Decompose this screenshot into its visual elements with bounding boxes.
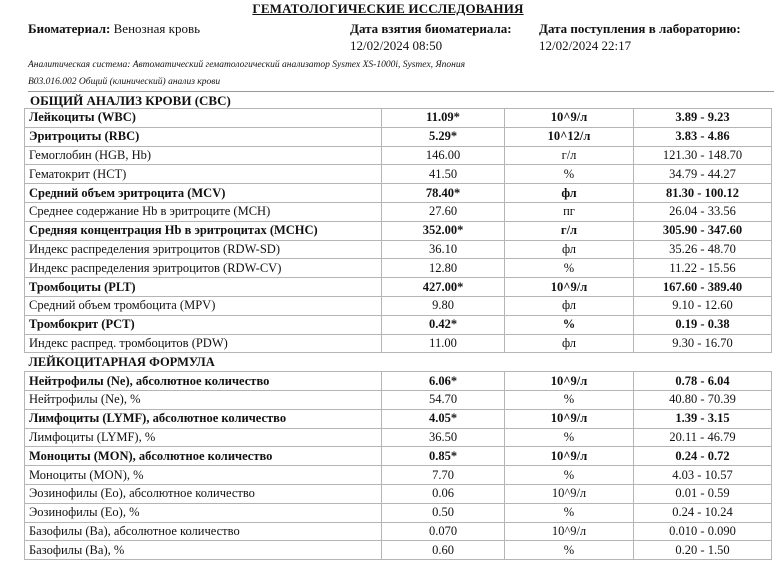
test-value: 0.070	[382, 522, 505, 541]
test-unit: 10^9/л	[505, 447, 634, 466]
collection-date-label: Дата взятия биоматериала:	[350, 21, 512, 36]
biomaterial-label: Биоматериал:	[28, 21, 111, 36]
received-date-value: 12/02/2024 22:17	[539, 38, 632, 53]
test-name: Эозинофилы (Eo), %	[25, 503, 382, 522]
collection-date-value: 12/02/2024 08:50	[350, 38, 443, 53]
cbc-table-body	[25, 109, 772, 353]
table-row	[25, 409, 772, 428]
test-name: Средняя концентрация Hb в эритроцитах (MCHC)	[25, 221, 382, 240]
table-row	[25, 240, 772, 259]
test-name: Эритроциты (RBC)	[25, 127, 382, 146]
test-name: Моноциты (MON), абсолютное количество	[25, 447, 382, 466]
test-unit: %	[505, 259, 634, 278]
test-unit: фл	[505, 296, 634, 315]
test-unit: 10^12/л	[505, 127, 634, 146]
test-value: 0.42*	[382, 315, 505, 334]
test-unit: %	[505, 428, 634, 447]
test-name: Моноциты (MON), %	[25, 466, 382, 485]
reference-range: 11.22 - 15.56	[634, 259, 772, 278]
reference-range: 81.30 - 100.12	[634, 184, 772, 203]
reference-range: 0.78 - 6.04	[634, 372, 772, 391]
test-value: 5.29*	[382, 127, 505, 146]
test-name: Лимфоциты (LYMF), %	[25, 428, 382, 447]
test-name: Гематокрит (HCT)	[25, 165, 382, 184]
test-name: Базофилы (Ba), %	[25, 541, 382, 560]
reference-range: 35.26 - 48.70	[634, 240, 772, 259]
reference-range: 0.01 - 0.59	[634, 484, 772, 503]
test-unit: %	[505, 503, 634, 522]
test-name: Индекс распределения эритроцитов (RDW-SD)	[25, 240, 382, 259]
table-row	[25, 184, 772, 203]
test-value: 0.06	[382, 484, 505, 503]
cbc-section-title: ОБЩИЙ АНАЛИЗ КРОВИ (CBC)	[28, 91, 774, 110]
table-row	[25, 165, 772, 184]
biomaterial-field	[28, 20, 200, 37]
test-unit: фл	[505, 334, 634, 353]
reference-range: 34.79 - 44.27	[634, 165, 772, 184]
received-date-field	[539, 20, 741, 54]
test-value: 78.40*	[382, 184, 505, 203]
table-row	[25, 259, 772, 278]
table-row	[25, 428, 772, 447]
test-value: 352.00*	[382, 221, 505, 240]
table-row	[25, 278, 772, 297]
table-row	[25, 127, 772, 146]
test-value: 427.00*	[382, 278, 505, 297]
collection-date-field	[350, 20, 512, 54]
reference-range: 167.60 - 389.40	[634, 278, 772, 297]
test-unit: %	[505, 541, 634, 560]
results-table	[24, 108, 772, 560]
reference-range: 20.11 - 46.79	[634, 428, 772, 447]
reference-range: 3.83 - 4.86	[634, 127, 772, 146]
reference-range: 305.90 - 347.60	[634, 221, 772, 240]
table-row	[25, 372, 772, 391]
test-value: 11.09*	[382, 109, 505, 128]
table-row	[25, 315, 772, 334]
test-unit: %	[505, 315, 634, 334]
reference-range: 9.10 - 12.60	[634, 296, 772, 315]
test-unit: 10^9/л	[505, 109, 634, 128]
table-row	[25, 484, 772, 503]
test-value: 9.80	[382, 296, 505, 315]
test-unit: 10^9/л	[505, 372, 634, 391]
table-row	[25, 541, 772, 560]
reference-range: 121.30 - 148.70	[634, 146, 772, 165]
test-unit: 10^9/л	[505, 409, 634, 428]
test-name: Средний объем эритроцита (MCV)	[25, 184, 382, 203]
test-value: 6.06*	[382, 372, 505, 391]
test-name: Индекс распределения эритроцитов (RDW-CV)	[25, 259, 382, 278]
table-row	[25, 522, 772, 541]
diff-section-title: ЛЕЙКОЦИТАРНАЯ ФОРМУЛА	[25, 353, 772, 372]
test-value: 146.00	[382, 146, 505, 165]
table-row	[25, 221, 772, 240]
test-value: 54.70	[382, 390, 505, 409]
diff-table-body	[25, 372, 772, 560]
test-unit: г/л	[505, 221, 634, 240]
reference-range: 0.20 - 1.50	[634, 541, 772, 560]
table-row	[25, 390, 772, 409]
test-name: Средний объем тромбоцита (MPV)	[25, 296, 382, 315]
table-row	[25, 466, 772, 485]
table-row	[25, 296, 772, 315]
test-unit: г/л	[505, 146, 634, 165]
test-value: 11.00	[382, 334, 505, 353]
test-name: Гемоглобин (HGB, Hb)	[25, 146, 382, 165]
test-value: 7.70	[382, 466, 505, 485]
test-unit: %	[505, 466, 634, 485]
test-name: Базофилы (Ba), абсолютное количество	[25, 522, 382, 541]
test-value: 12.80	[382, 259, 505, 278]
test-value: 27.60	[382, 202, 505, 221]
reference-range: 40.80 - 70.39	[634, 390, 772, 409]
reference-range: 9.30 - 16.70	[634, 334, 772, 353]
table-row	[25, 447, 772, 466]
test-name: Лимфоциты (LYMF), абсолютное количество	[25, 409, 382, 428]
table-row	[25, 109, 772, 128]
reference-range: 0.010 - 0.090	[634, 522, 772, 541]
test-name: Тромбоциты (PLT)	[25, 278, 382, 297]
reference-range: 0.24 - 10.24	[634, 503, 772, 522]
test-code: B03.016.002 Общий (клинический) анализ крови	[28, 77, 221, 87]
test-name: Эозинофилы (Eo), абсолютное количество	[25, 484, 382, 503]
test-value: 0.60	[382, 541, 505, 560]
reference-range: 0.19 - 0.38	[634, 315, 772, 334]
test-name: Нейтрофилы (Ne), %	[25, 390, 382, 409]
test-value: 4.05*	[382, 409, 505, 428]
reference-range: 3.89 - 9.23	[634, 109, 772, 128]
test-unit: 10^9/л	[505, 278, 634, 297]
test-name: Нейтрофилы (Ne), абсолютное количество	[25, 372, 382, 391]
report-title: ГЕМАТОЛОГИЧЕСКИЕ ИССЛЕДОВАНИЯ	[252, 1, 524, 16]
test-unit: %	[505, 165, 634, 184]
test-value: 41.50	[382, 165, 505, 184]
table-row	[25, 202, 772, 221]
table-row	[25, 146, 772, 165]
test-unit: фл	[505, 184, 634, 203]
test-value: 0.50	[382, 503, 505, 522]
diff-section-header	[25, 353, 772, 372]
test-unit: %	[505, 390, 634, 409]
reference-range: 0.24 - 0.72	[634, 447, 772, 466]
reference-range: 4.03 - 10.57	[634, 466, 772, 485]
biomaterial-value: Венозная кровь	[113, 21, 201, 36]
test-unit: пг	[505, 202, 634, 221]
test-value: 0.85*	[382, 447, 505, 466]
section-row	[25, 353, 772, 372]
analyzer-info: Аналитическая система: Автоматический гематологический анализатор Sysmex XS-1000i, Sysmex, Япония	[28, 60, 466, 70]
reference-range: 26.04 - 33.56	[634, 202, 772, 221]
test-unit: фл	[505, 240, 634, 259]
test-name: Среднее содержание Hb в эритроците (MCH)	[25, 202, 382, 221]
test-name: Лейкоциты (WBC)	[25, 109, 382, 128]
table-row	[25, 334, 772, 353]
received-date-label: Дата поступления в лабораторию:	[539, 21, 741, 36]
test-unit: 10^9/л	[505, 522, 634, 541]
table-row	[25, 503, 772, 522]
test-value: 36.50	[382, 428, 505, 447]
test-name: Тромбокрит (PCT)	[25, 315, 382, 334]
test-name: Индекс распред. тромбоцитов (PDW)	[25, 334, 382, 353]
test-unit: 10^9/л	[505, 484, 634, 503]
reference-range: 1.39 - 3.15	[634, 409, 772, 428]
test-value: 36.10	[382, 240, 505, 259]
